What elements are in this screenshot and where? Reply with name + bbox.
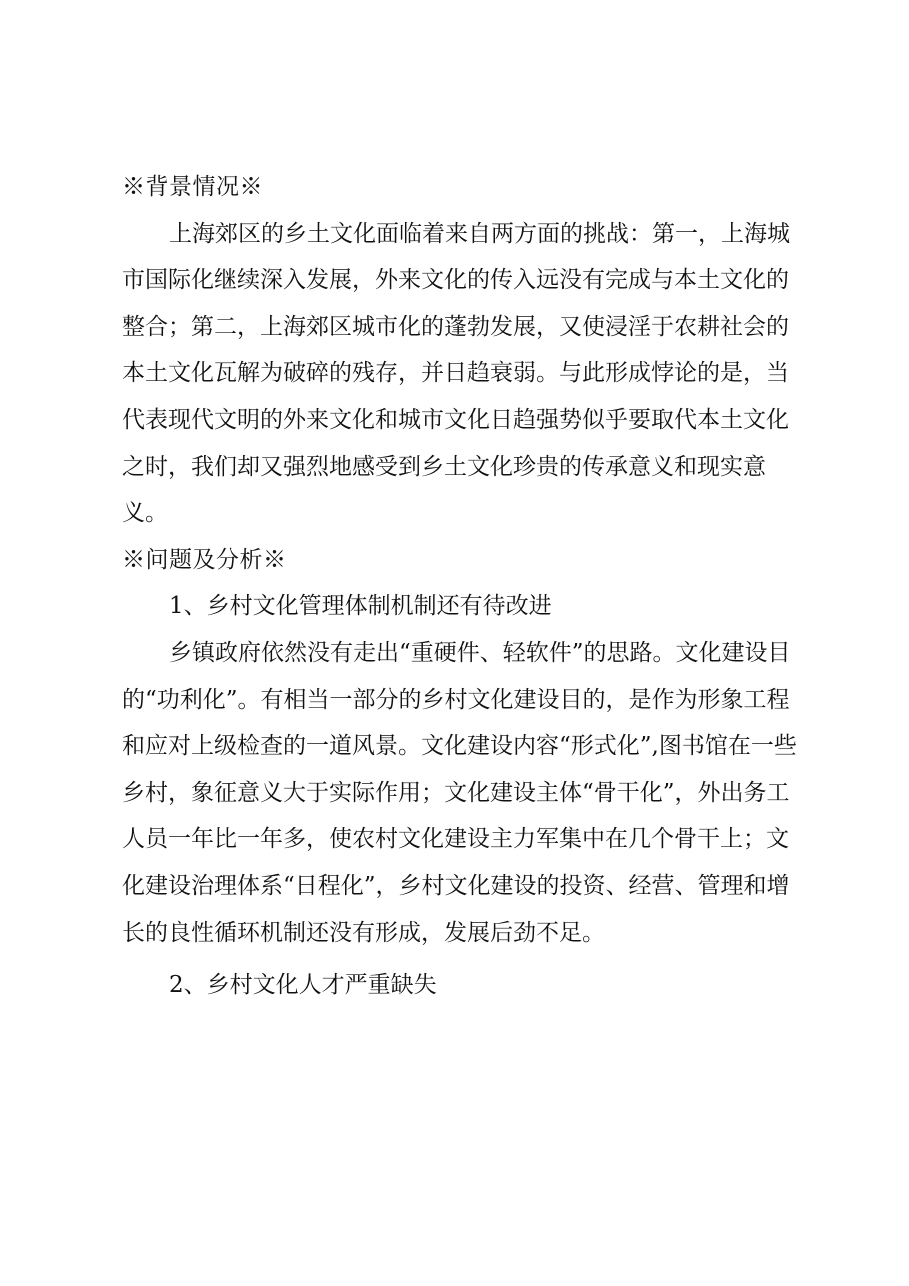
point-1-title: 1、乡村文化管理体制机制还有待改进 — [169, 593, 552, 620]
background-paragraph: 上海郊区的乡土文化面临着来自两方面的挑战：第一，上海城市国际化继续深入发展，外来文化的传入远没有完成与本土文化的整合；第二，上海郊区城市化的蓬勃发展，又使浸淫于农耕社会的本土文化瓦解为破碎的残存，并日趋衰弱。与此形成悖论的是，当代表现代文明的外来文化和城市文化日趋强势似乎要取代本土文化之时，我们却又强烈地感受到乡土文化珍贵的传承意义和现实意义。 — [122, 220, 790, 527]
point-1-paragraph: 乡镇政府依然没有走出“重硬件、轻软件”的思路。文化建设目的“功利化”。有相当一部分的乡村文化建设目的，是作为形象工程和应对上级检查的一道风景。文化建设内容“形式化”,图书馆在一些乡村，象征意义大于实际作用；文化建设主体“骨干化”，外出务工人员一年比一年多，使农村文化建设主力军集中在几个骨干上；文化建设治理体系“日程化”，乡村文化建设的投资、经营、管理和增长的良性循环机制还没有形成，发展后劲不足。 — [122, 639, 797, 946]
analysis-section-heading: ※问题及分析※ — [122, 546, 287, 573]
point-2-title: 2、乡村文化人才严重缺失 — [169, 972, 437, 999]
background-section-heading: ※背景情况※ — [122, 174, 263, 200]
document-body — [122, 164, 802, 1009]
